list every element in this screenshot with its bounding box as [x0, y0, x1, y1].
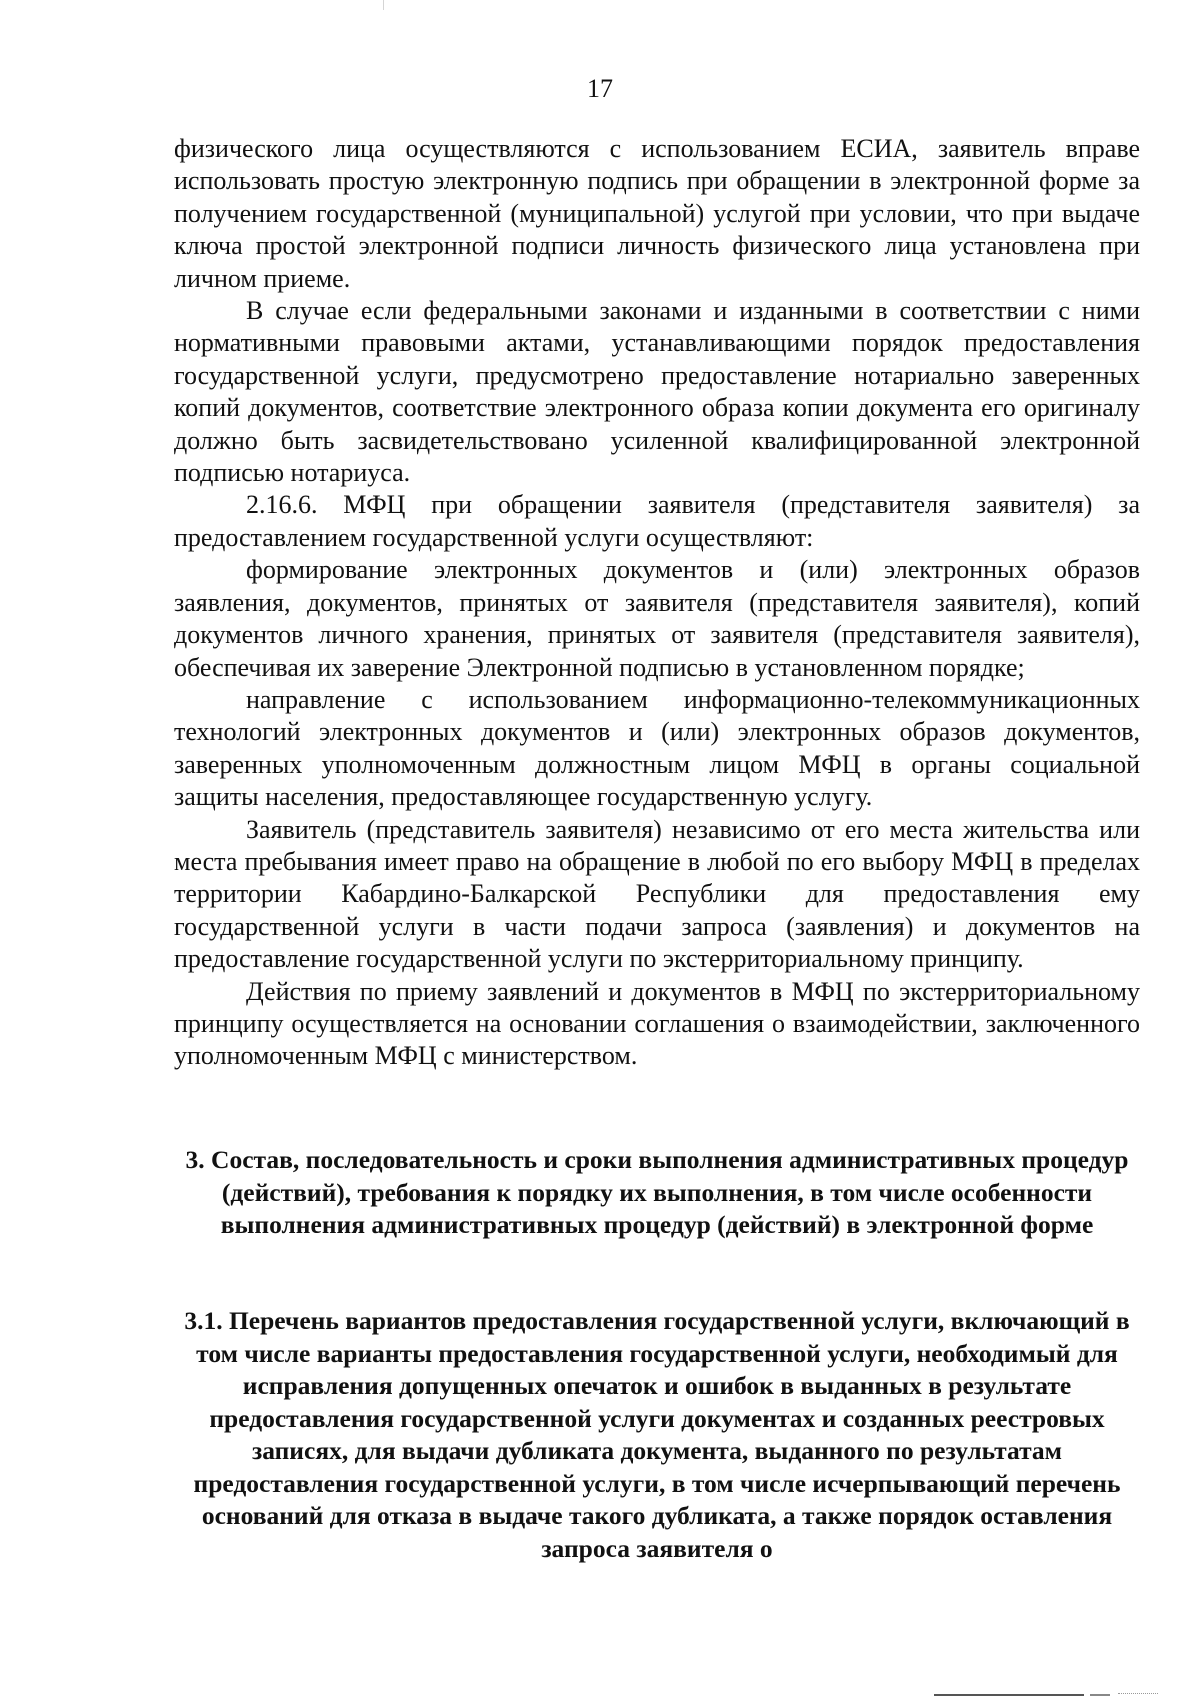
paragraph-2-16-6: 2.16.6. МФЦ при обращении заявителя (представителя заявителя) за предоставлением государственной услуги осуществляют: [174, 490, 1140, 552]
paragraph-notarized-copies: В случае если федеральными законами и изданными в соответствии с ними нормативными правовыми актами, устанавливающими порядок предоставления государственной услуги, предусмотрено предоставление нотариально заверенных копий документов, соответствие электронного образа копии документа его оригиналу должно быть засвидетельствовано усиленной квалифицированной электронной подписью нотариуса. [174, 296, 1140, 488]
document-body [174, 133, 1140, 1073]
footer-line [1090, 1694, 1110, 1696]
paragraph-extraterritorial: Действия по приему заявлений и документов в МФЦ по экстерриториальному принципу осуществляется на основании соглашения о взаимодействии, заключенного уполномоченным МФЦ с министерством. [174, 976, 1140, 1071]
paragraph-esia-signature: физического лица осуществляются с использованием ЕСИА, заявитель вправе использовать простую электронную подпись при обращении в электронной форме за получением государственной (муниципальной) услугой при условии, что при выдаче ключа простой электронной подписи личность физического лица установлена при личном приеме. [174, 134, 1140, 293]
scan-mark [383, 0, 384, 10]
paragraph-sending-documents: направление с использованием информационно-телекоммуникационных технологий электронных документов и (или) электронных образов документов, заверенных уполномоченным должностным лицом МФЦ в органы социальной защиты населения, предоставляющее государственную услугу. [174, 684, 1140, 812]
footer-line [1118, 1693, 1158, 1698]
paragraph-applicant-rights: Заявитель (представитель заявителя) независимо от его места жительства или места пребывания имеет право на обращение в любой по его выбору МФЦ в пределах территории Кабардино-Балкарской Республики для предоставления ему государственной услуги в части подачи запроса (заявления) и документов на предоставление государственной услуги по экстерриториальному принципу. [174, 814, 1140, 974]
section-3-heading: 3. Состав, последовательность и сроки выполнения административных процедур (действий), требования к порядку их выполнения, в том числе особенности выполнения административных процедур (действий) в электронной форме [185, 1145, 1129, 1239]
page-number: 17 [587, 74, 613, 103]
footer-marks [934, 1692, 1164, 1700]
footer-line [934, 1694, 1084, 1696]
paragraph-forming-documents: формирование электронных документов и (или) электронных образов заявления, документов, принятых от заявителя (представителя заявителя), копий документов личного хранения, принятых от заявителя (представителя заявителя), обеспечивая их заверение Электронной подписью в установленном порядке; [174, 555, 1140, 682]
section-3-1-heading: 3.1. Перечень вариантов предоставления государственной услуги, включающий в том числе варианты предоставления государственной услуги, необходимый для исправления допущенных опечаток и ошибок в выданных в результате предоставления государственной услуги документах и созданных реестровых записях, для выдачи дубликата документа, выданного по результатам предоставления государственной услуги, в том числе исчерпывающий перечень оснований для отказа в выдаче такого дубликата, а также порядок оставления запроса заявителя о [184, 1306, 1130, 1563]
